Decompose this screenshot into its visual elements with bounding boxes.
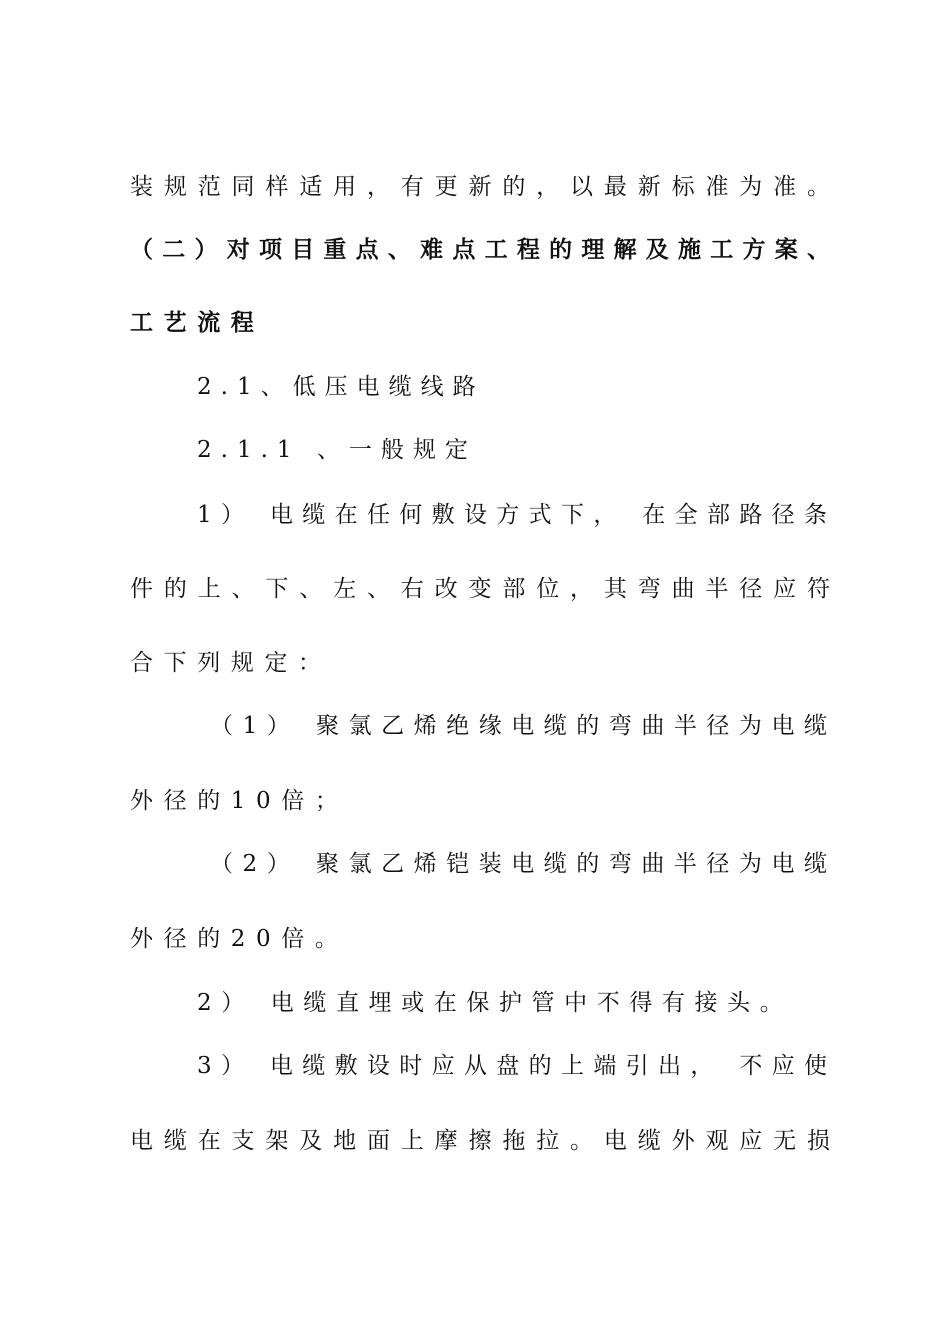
paragraph-line: 合下列规定： [130, 650, 332, 676]
paragraph-line: 1） 电缆在任何敷设方式下， 在全部路径条 [197, 502, 827, 528]
paragraph-line: 2） 电缆直埋或在保护管中不得有接头。 [197, 990, 793, 1016]
paragraph-line: 电缆在支架及地面上摩擦拖拉。电缆外观应无损 [130, 1128, 830, 1154]
list-item: （2） 聚氯乙烯铠装电缆的弯曲半径为电缆 [210, 851, 827, 877]
list-item: （1） 聚氯乙烯绝缘电缆的弯曲半径为电缆 [210, 713, 827, 739]
list-item-continued: 外径的20倍。 [130, 926, 349, 952]
list-item-continued: 外径的10倍； [130, 788, 349, 814]
section-heading: （二）对项目重点、难点工程的理解及施工方案、 [130, 236, 830, 263]
subsection-heading: 2.1.1 、一般规定 [197, 437, 477, 463]
paragraph-line: 件的上、下、左、右改变部位，其弯曲半径应符 [130, 576, 830, 602]
paragraph-line: 装规范同样适用，有更新的，以最新标准为准。 [130, 174, 830, 200]
paragraph-line: 3） 电缆敷设时应从盘的上端引出， 不应使 [197, 1053, 827, 1079]
subsection-heading: 2.1、低压电缆线路 [197, 374, 485, 400]
section-heading-continued: 工艺流程 [130, 309, 265, 336]
